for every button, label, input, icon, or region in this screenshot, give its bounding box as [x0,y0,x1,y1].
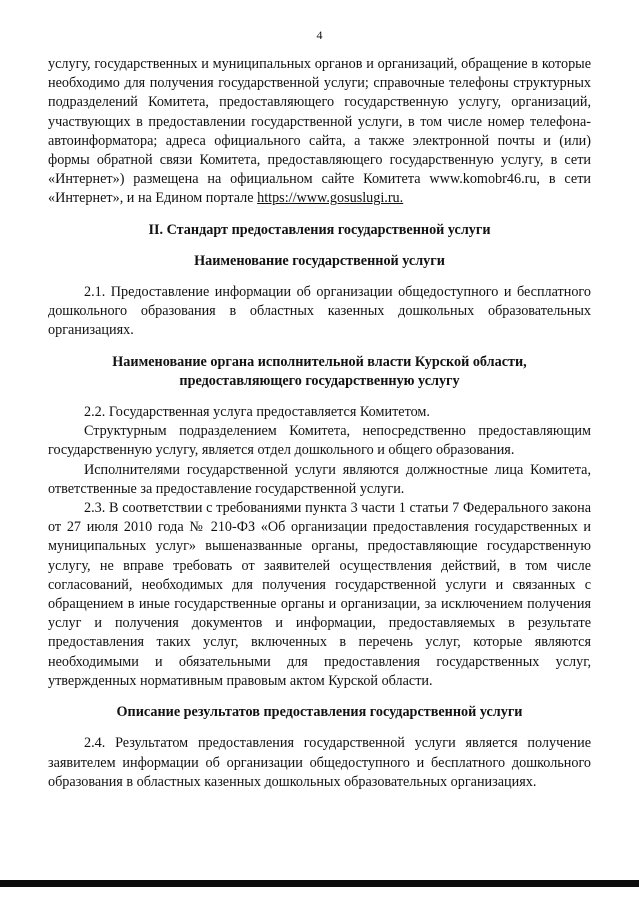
intro-text: услугу, государственных и муниципальных органов и организаций, обращение в которые необходимо для получения государственной услуги; справочные телефоны структурных подразделений Комитета, предоставляющего государственную услугу, организаций, участвующих в предоставлении государственной услуги, в том числе номер телефона-автоинформатора; адреса официального сайта, а также электронной почты и (или) формы обратной связи Комитета, предоставляющего государственную услугу, в сети «Интернет») размещена на официальном сайте Комитета www.komobr46.ru, в сети «Интернет», и на Едином портале [48,56,591,207]
results-heading: Описание результатов предоставления государственной услуги [116,704,523,721]
page-number: 4 [316,28,323,42]
authority-heading [48,353,591,391]
paragraph-2-4: 2.4. Результатом предоставления государственной услуги является получение заявителем информации об организации общедоступного и бесплатного дошкольного образования в областных казенных дошкольных образовательных организациях. [48,735,591,790]
document-body [48,55,591,792]
gosuslugi-link[interactable]: https://www.gosuslugi.ru. [257,190,404,207]
service-name-heading: Наименование государственной услуги [194,252,445,269]
scan-bottom-border [0,880,639,887]
paragraph-executors: Исполнителями государственной услуги являются должностные лица Комитета, ответственные за предоставление государственной услуги. [48,461,591,497]
authority-heading-line-1: Наименование органа исполнительной власти Курской области, [112,353,527,370]
authority-heading-line-2: предоставляющего государственную услугу [179,372,460,389]
paragraph-2-1: 2.1. Предоставление информации об организации общедоступного и бесплатного дошкольного образования в областных казенных дошкольных образовательных организациях. [48,284,591,339]
intro-paragraph [48,55,591,209]
paragraph-2-2: 2.2. Государственная услуга предоставляется Комитетом. [84,404,430,421]
paragraph-structural-unit: Структурным подразделением Комитета, непосредственно предоставляющим государственную услугу, является отдел дошкольного и общего образования. [48,423,591,459]
section-2-title: II. Стандарт предоставления государственной услуги [148,221,491,238]
paragraph-2-3: 2.3. В соответствии с требованиями пункта 3 части 1 статьи 7 Федерального закона от 27 июля 2010 года № 210-ФЗ «Об организации предоставления государственных и муниципальных услуг» вышеназванные органы, предоставляющие государственную услугу, не вправе требовать от заявителей осуществления действий, в том числе согласований, необходимых для получения государственной услуги и связанных с обращением в иные государственные органы и организации, за исключением получения услуг и получения документов и информации, предоставляемых в результате предоставления таких услуг, включенных в перечень услуг, которые являются необходимыми и обязательными для предоставления государственных услуг, утвержденных нормативным правовым актом Курской области. [48,500,591,689]
